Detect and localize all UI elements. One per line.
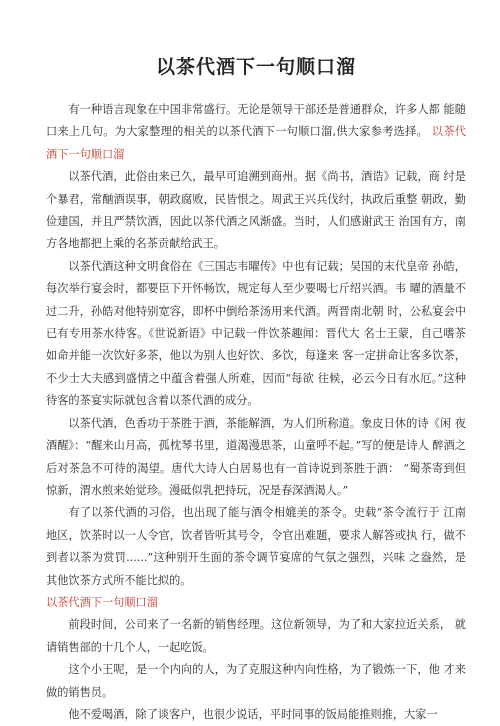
body-paragraph: 这个小王呢，是一个内向的人，为了克服这种内向性格，为了锻炼一下，他 才来做的销售员。: [46, 663, 466, 699]
body-paragraph: 他不爱喝酒，除了谈客户，也很少说话，平时同事的饭局能推则推，大家一: [68, 707, 438, 721]
intro-paragraph: [46, 99, 466, 166]
intro-text: 有一种语言现象在中国非常盛行。无论是领导干部还是普通群众，许多人都 能随口来上几句。为大家整理的相关的以茶代酒下一句顺口溜,供大家参考选择。: [46, 103, 466, 139]
section-heading: 以茶代酒下一句顺口溜: [46, 595, 158, 609]
page-title: 以茶代酒下一句顺口溜: [155, 56, 356, 78]
body-paragraph: 有了以茶代酒的习俗，也出现了能与酒令相媲美的茶令。史载“茶令流行于 江南地区，饮茶时以一人令官，饮者皆听其号令，令官出难题，要求人解答或执 行，做不到者以茶为赏罚......”这种别开生面的茶令调节宴席的气氛之强烈，兴味 之盎然，是其他饮茶方式所不能比拟的。: [46, 506, 466, 587]
document-page: [46, 52, 466, 726]
body-paragraph: 前段时间，公司来了一名新的销售经理。这位新领导，为了和大家拉近关系， 就请销售部的十几个人，一起吃饭。: [46, 618, 466, 654]
body-paragraph: 以茶代酒这种文明食俗在《三国志韦曜传》中也有记载；吴国的末代皇帝 孙皓，每次举行宴会时，都要臣下开怀畅饮，规定每人至少要喝七斤绍兴酒。韦 曜的酒量不过二升，孙皓对他特别宽容，即杯中倒给茶汤用来代酒。两晋南北朝 时，公私宴会中已有专用茶水待客。《世说新语》中记载一件饮茶趣闻：晋代大 名士王蒙，自己嗜茶如命并能一次饮好多茶，他以为别人也好饮、多饮，每逢来 客一定拼命让客多饮茶，不少士大夫感到盛情之中蕴含着强人所难，因而“每欲 往候，必云今日有水厄。”这种待客的茶宴实际就包含着以茶代酒的成分。: [46, 259, 466, 408]
body-paragraph: 以茶代酒，此俗由来已久，最早可追溯到商州。据《尚书，酒诰》记载，商 纣是个暴君，常酗酒误事，朝政腐败，民皆恨之。周武王兴兵伐纣，执政后重整 朝政，勤俭建国，并且严禁饮酒，因此以茶代酒之风渐盛。当时，人们感谢武王 治国有方，南方各地都把上乘的名茶贡献给武王。: [46, 170, 466, 251]
intro-link[interactable]: 以茶代酒下一句顺口溜: [46, 125, 466, 161]
paragraph-group-2: [46, 614, 466, 726]
paragraph-group-1: [46, 166, 466, 592]
body-paragraph: 以茶代酒，色香功于茶胜于酒，茶能解酒，为人们所称道。象皮日休的诗《闲 夜酒醒》：“醒来山月高，孤枕琴书里，道渴漫思茶，山童呼不起。”写的便是诗人 醉酒之后对茶急不可待的渴望。唐代大诗人白居易也有一首诗说到茶胜于酒： “蜀茶寄到但惊新，渭水煎来始觉珍。漫砥似乳把持玩，况是春深酒渴人。”: [46, 416, 466, 497]
